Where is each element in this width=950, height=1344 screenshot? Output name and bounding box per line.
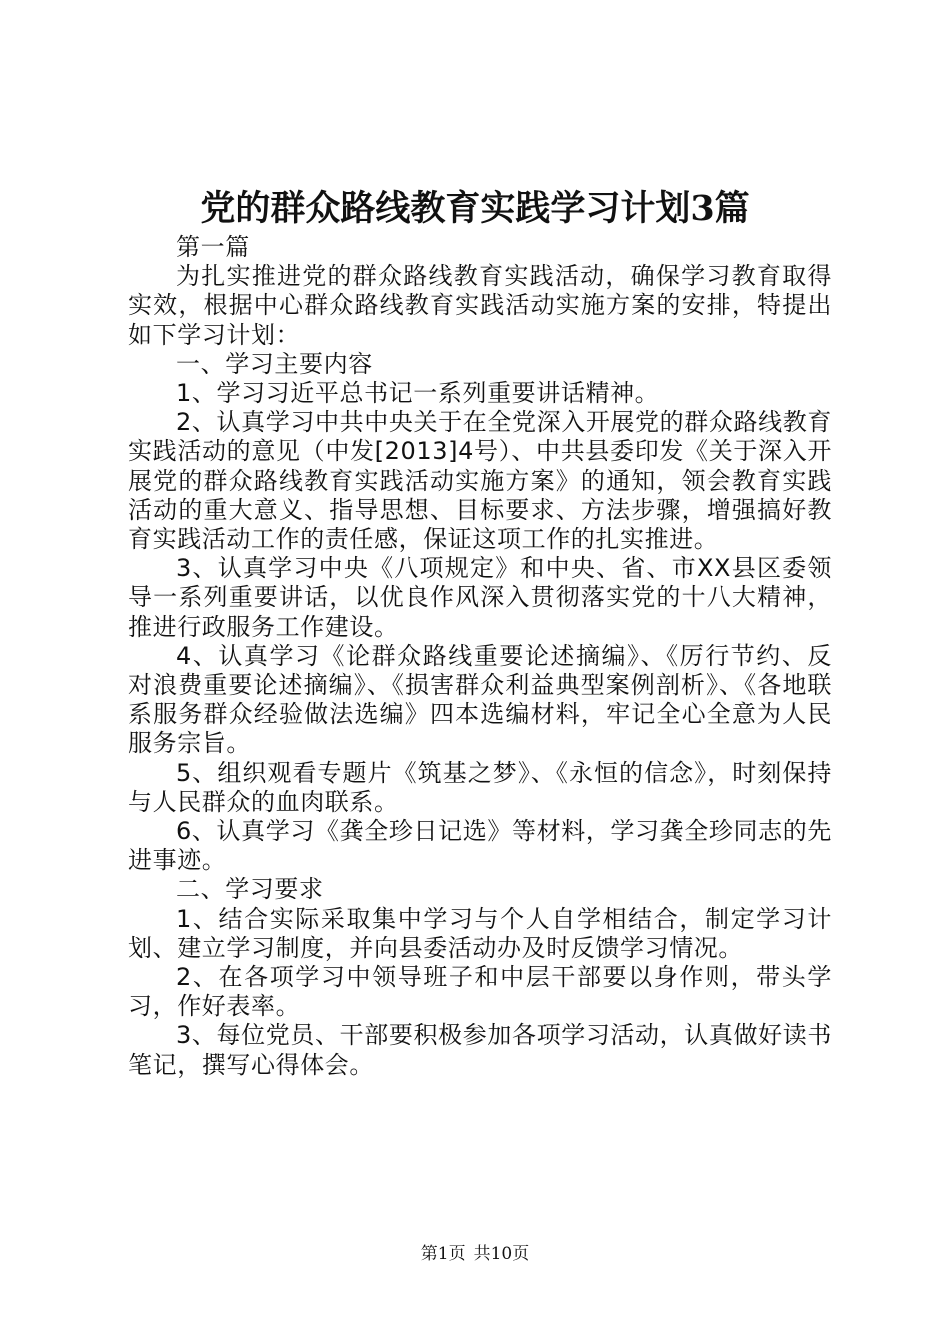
content-item-1: 1、学习习近平总书记一系列重要讲话精神。 bbox=[176, 379, 660, 408]
requirement-item-3: 3、每位党员、干部要积极参加各项学习活动，认真做好读书笔记，撰写心得体会。 bbox=[128, 1021, 832, 1079]
content-item-2: 2、认真学习中共中央关于在全党深入开展党的群众路线教育实践活动的意见（中发[2013]4号）、中共县委印发《关于深入开展党的群众路线教育实践活动实施方案》的通知，领会教育实践活动的重大意义、指导思想、目标要求、方法步骤，增强搞好教育实践活动工作的责任感，保证这项工作的扎实推进。 bbox=[128, 408, 832, 554]
document-title: 党的群众路线教育实践学习计划3篇 bbox=[200, 188, 750, 229]
content-item-5: 5、组织观看专题片《筑基之梦》、《永恒的信念》，时刻保持与人民群众的血肉联系。 bbox=[128, 758, 832, 816]
requirement-item-1: 1、结合实际采取集中学习与个人自学相结合，制定学习计划、建立学习制度，并向县委活动办及时反馈学习情况。 bbox=[128, 904, 832, 962]
page-footer bbox=[0, 1242, 950, 1266]
page-number: 第1页 bbox=[420, 1244, 466, 1264]
document-body bbox=[128, 233, 832, 1080]
section-heading-first: 第一篇 bbox=[176, 233, 250, 261]
intro-paragraph: 为扎实推进党的群众路线教育实践活动，确保学习教育取得实效，根据中心群众路线教育实践活动实施方案的安排，特提出如下学习计划： bbox=[128, 262, 832, 349]
content-item-4: 4、认真学习《论群众路线重要论述摘编》、《厉行节约、反对浪费重要论述摘编》、《损害群众利益典型案例剖析》、《各地联系服务群众经验做法选编》四本选编材料，牢记全心全意为人民服务宗旨。 bbox=[128, 641, 832, 758]
page-total: 共10页 bbox=[473, 1244, 530, 1264]
heading-study-requirements: 二、学习要求 bbox=[176, 875, 324, 904]
heading-study-content: 一、学习主要内容 bbox=[176, 349, 373, 378]
content-item-3: 3、认真学习中央《八项规定》和中央、省、市XX县区委领导一系列重要讲话，以优良作风深入贯彻落实党的十八大精神，推进行政服务工作建设。 bbox=[128, 554, 832, 641]
content-item-6: 6、认真学习《龚全珍日记选》等材料，学习龚全珍同志的先进事迹。 bbox=[128, 817, 832, 875]
requirement-item-2: 2、在各项学习中领导班子和中层干部要以身作则，带头学习，作好表率。 bbox=[128, 963, 832, 1021]
